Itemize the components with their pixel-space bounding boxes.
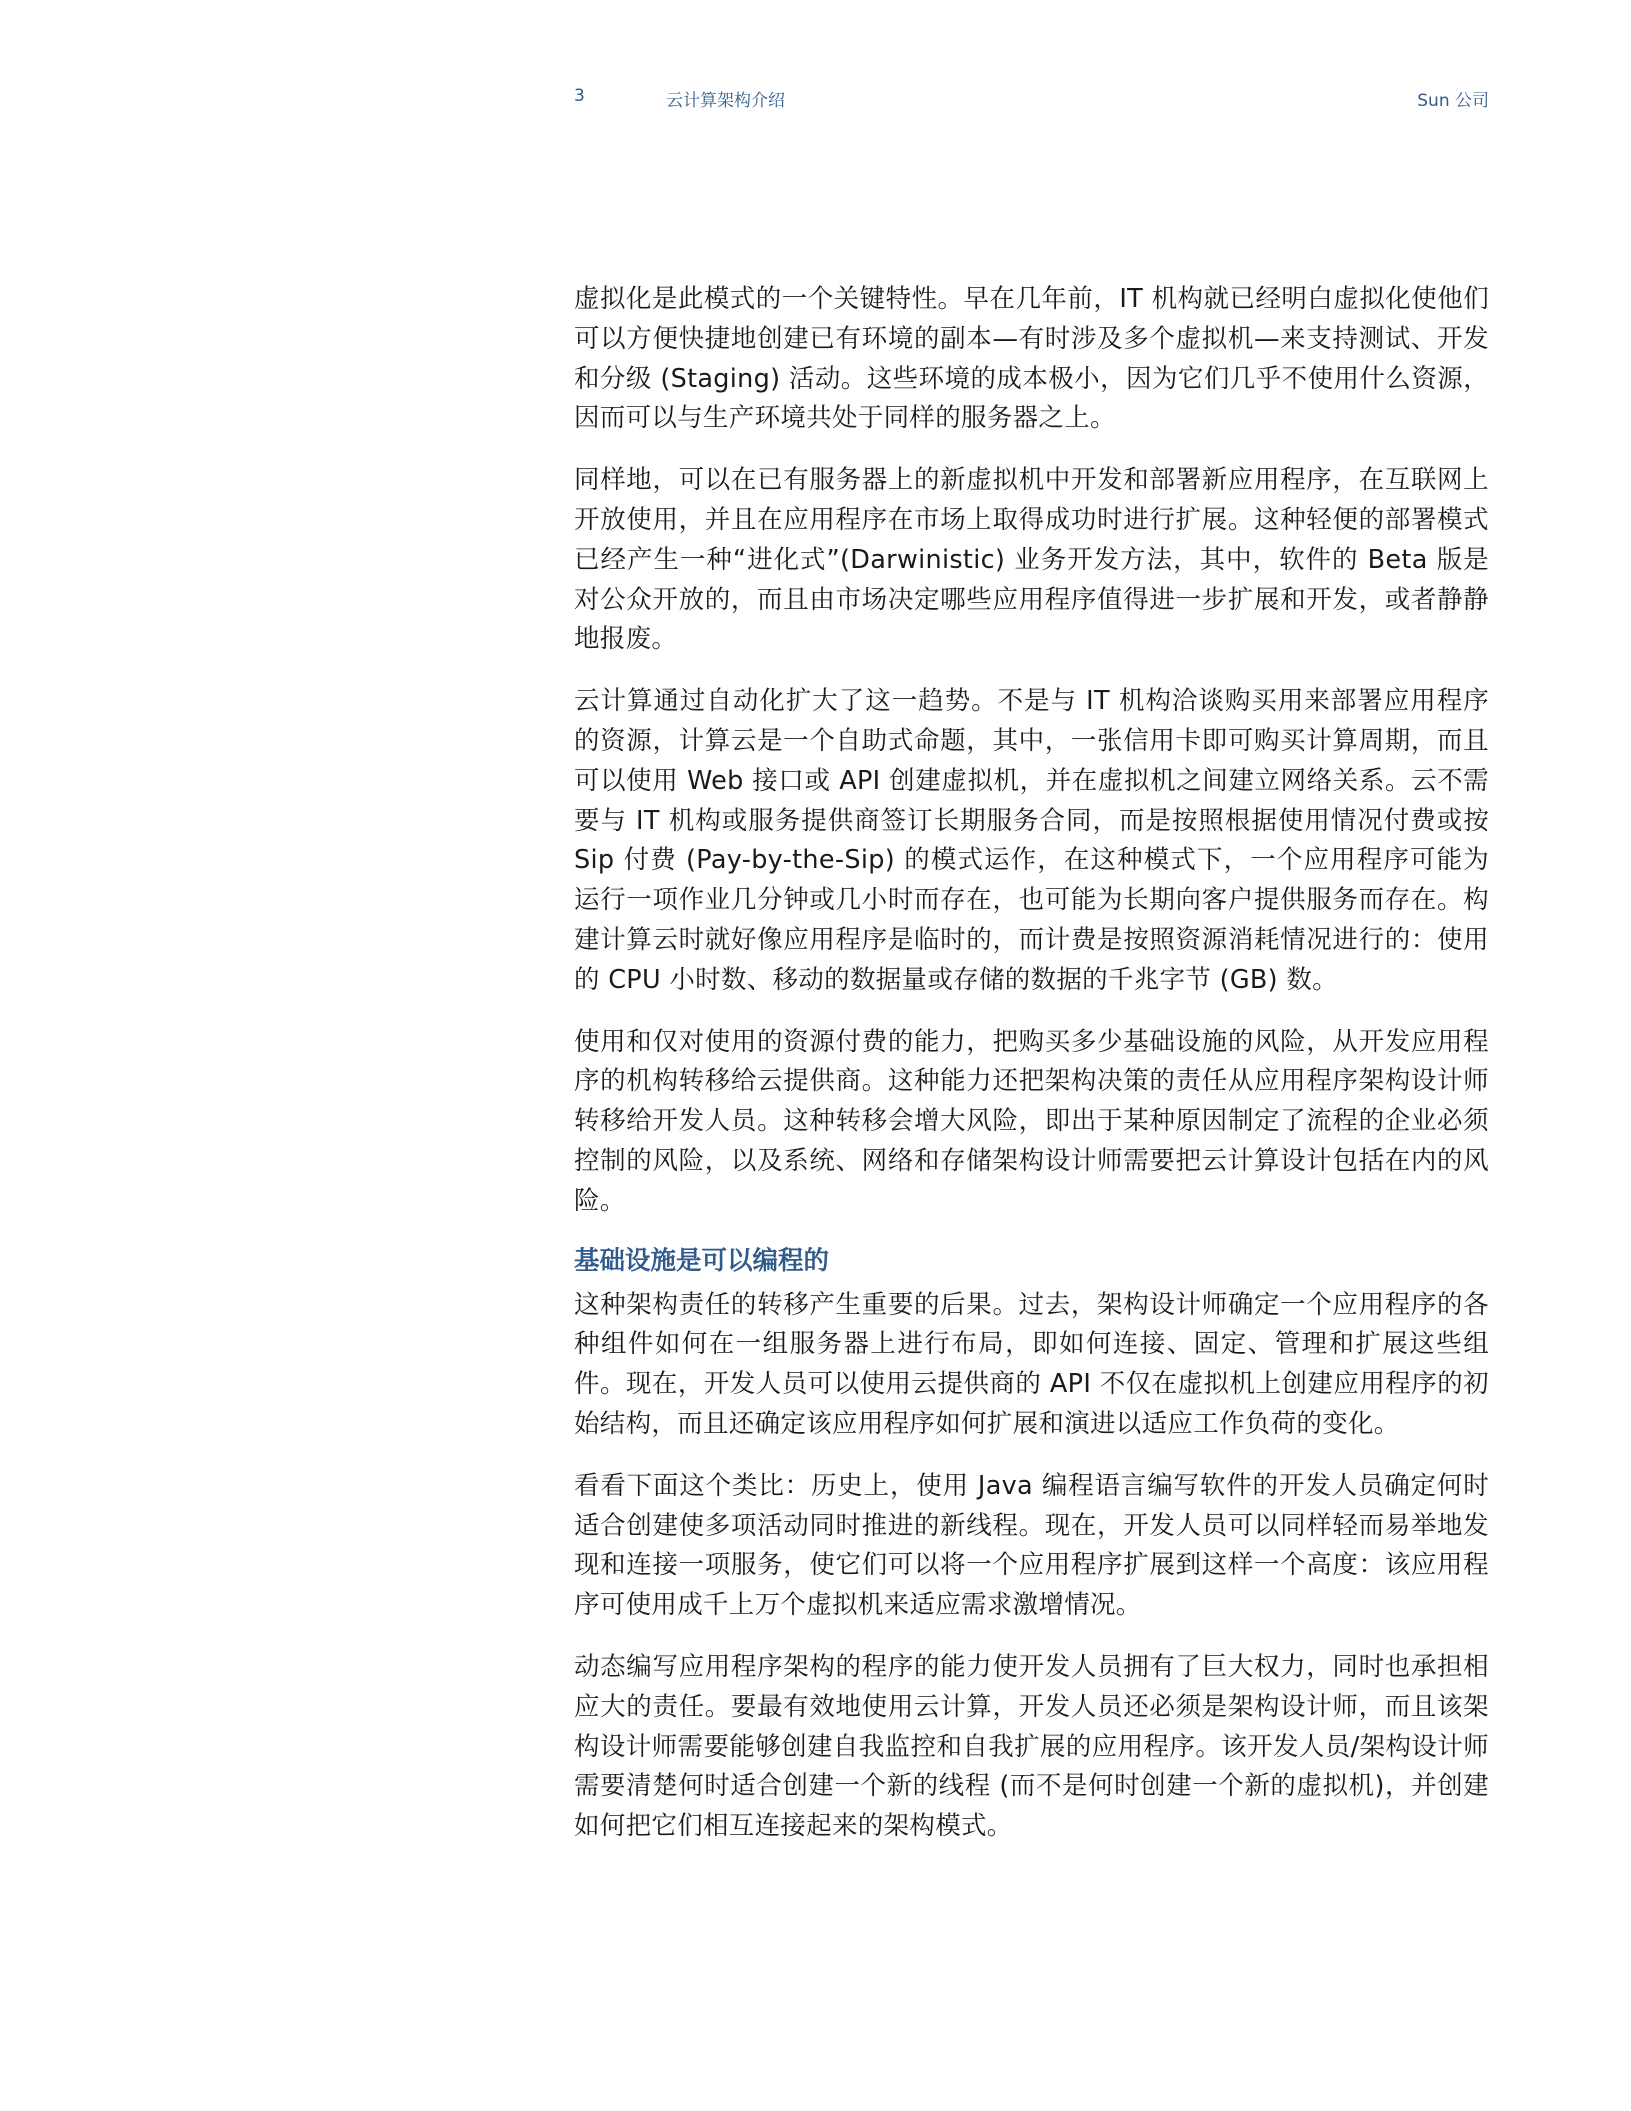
paragraph-risk-shift: 使用和仅对使用的资源付费的能力，把购买多少基础设施的风险，从开发应用程序的机构转移给云提供商。这种能力还把架构决策的责任从应用程序架构设计师转移给开发人员。这种转移会增大风险，即出于某种原因制定了流程的企业必须控制的风险，以及系统、网络和存储架构设计师需要把云计算设计包括在内的风险。 (574, 1026, 1489, 1216)
section-heading-programmable-infrastructure: 基础设施是可以编程的 (574, 1245, 830, 1276)
paragraph-automation: 云计算通过自动化扩大了这一趋势。不是与 IT 机构洽谈购买用来部署应用程序的资源，计算云是一个自助式命题，其中，一张信用卡即可购买计算周期，而且可以使用 Web 接口或 API 创建虚拟机，并在虚拟机之间建立网络关系。云不需要与 IT 机构或服务提供商签订长期服务合同，而是按照根据使用情况付费或按 Sip 付费 (Pay-by-the-Sip) 的模式运作，在这种模式下，一个应用程序可能为运行一项作业几分钟或几小时而存在，也可能为长期向客户提供服务而存在。构建计算云时就好像应用程序是临时的，而计费是按照资源消耗情况进行的：使用的 CPU 小时数、移动的数据量或存储的数据的千兆字节 (GB) 数。 (574, 686, 1489, 995)
page-number: 3 (574, 86, 585, 106)
paragraph-architecture-responsibility: 这种架构责任的转移产生重要的后果。过去，架构设计师确定一个应用程序的各种组件如何在一组服务器上进行布局，即如何连接、固定、管理和扩展这些组件。现在，开发人员可以使用云提供商的 API 不仅在虚拟机上创建应用程序的初始结构，而且还确定该应用程序如何扩展和演进以适应工作负荷的变化。 (574, 1289, 1489, 1439)
paragraph-darwinistic: 同样地，可以在已有服务器上的新虚拟机中开发和部署新应用程序，在互联网上开放使用，并且在应用程序在市场上取得成功时进行扩展。这种轻便的部署模式已经产生一种“进化式”(Darwinistic) 业务开发方法，其中，软件的 Beta 版是对公众开放的，而且由市场决定哪些应用程序值得进一步扩展和开发，或者静静地报废。 (574, 465, 1489, 655)
document-title: 云计算架构介绍 (666, 91, 785, 111)
paragraph-dynamic-architecture: 动态编写应用程序架构的程序的能力使开发人员拥有了巨大权力，同时也承担相应大的责任。要最有效地使用云计算，开发人员还必须是架构设计师，而且该架构设计师需要能够创建自我监控和自我扩展的应用程序。该开发人员/架构设计师需要清楚何时适合创建一个新的线程 (而不是何时创建一个新的虚拟机)，并创建如何把它们相互连接起来的架构模式。 (574, 1651, 1489, 1842)
company-name: Sun 公司 (1417, 91, 1489, 111)
body-text (574, 280, 1489, 1869)
running-header (574, 86, 1489, 110)
paragraph-virtualization: 虚拟化是此模式的一个关键特性。早在几年前，IT 机构就已经明白虚拟化使他们可以方便快捷地创建已有环境的副本—有时涉及多个虚拟机—来支持测试、开发和分级 (Staging) 活动。这些环境的成本极小，因为它们几乎不使用什么资源，因而可以与生产环境共处于同样的服务器之上。 (574, 284, 1489, 434)
paragraph-java-analogy: 看看下面这个类比：历史上，使用 Java 编程语言编写软件的开发人员确定何时适合创建使多项活动同时推进的新线程。现在，开发人员可以同样轻而易举地发现和连接一项服务，使它们可以将一个应用程序扩展到这样一个高度：该应用程序可使用成千上万个虚拟机来适应需求激增情况。 (574, 1470, 1489, 1621)
